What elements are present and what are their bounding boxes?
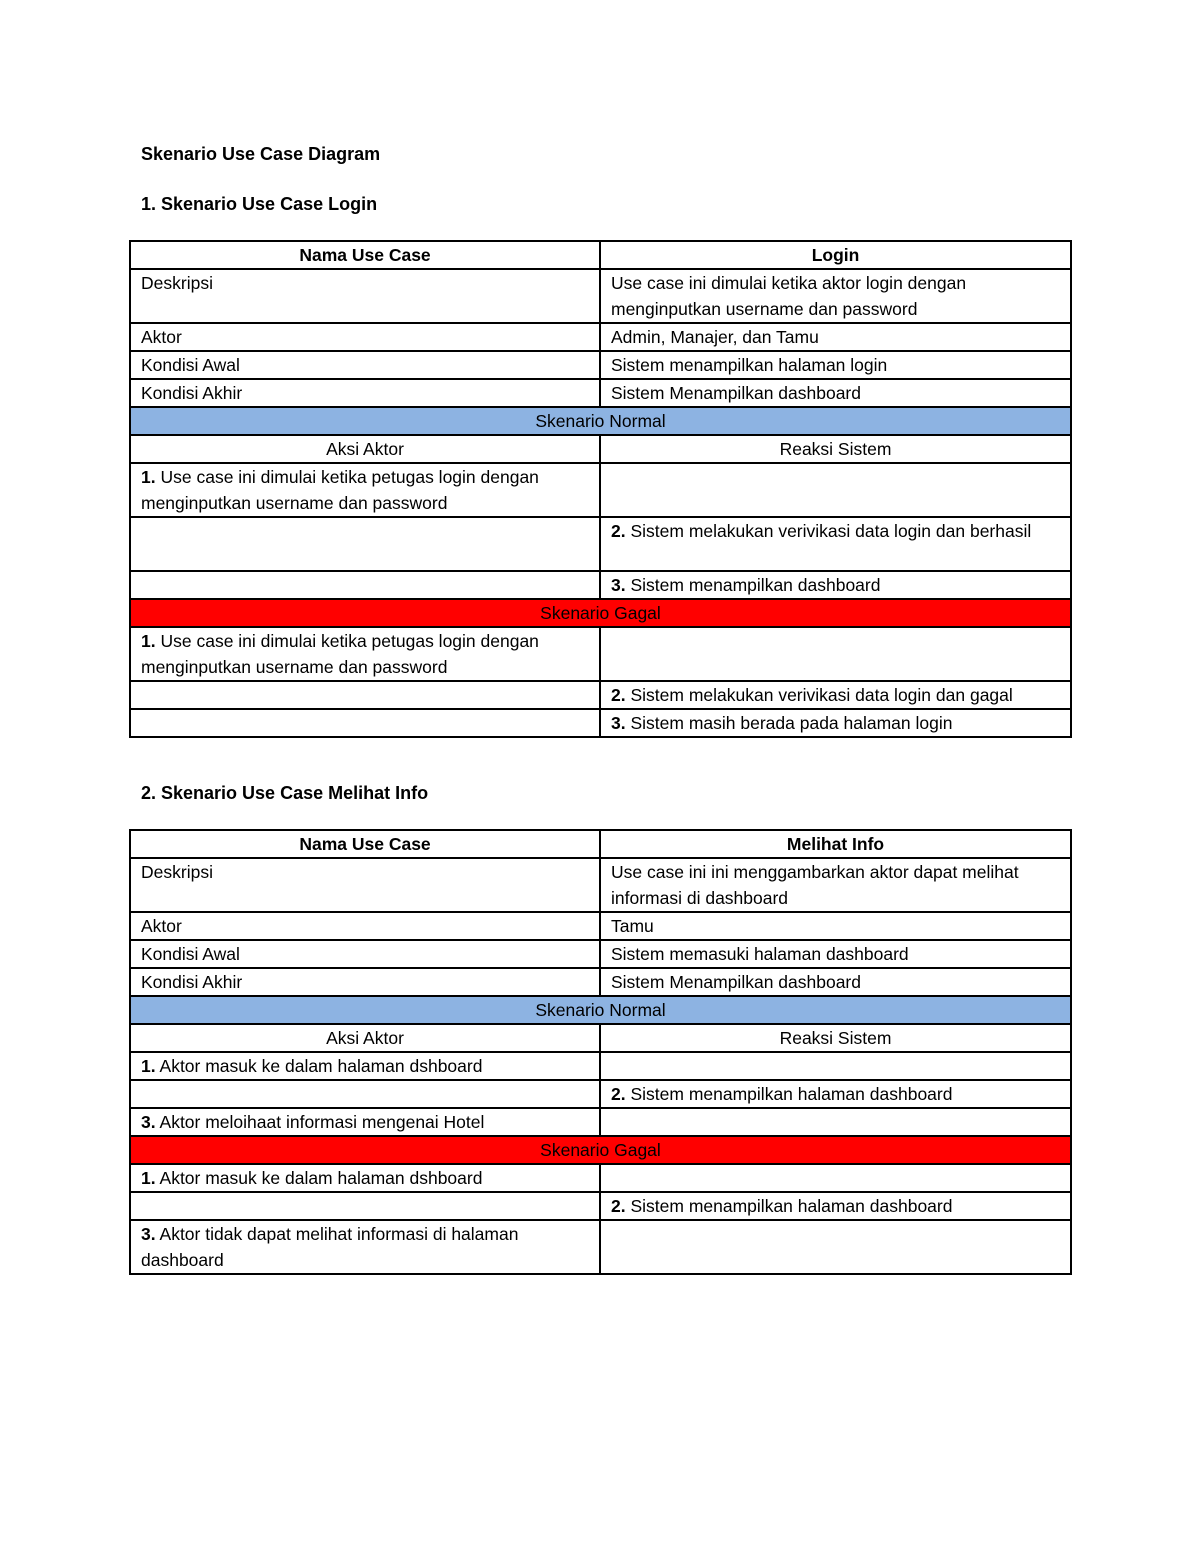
info-label: Kondisi Awal: [130, 940, 600, 968]
step-text: Use case ini dimulai ketika petugas login dengan menginputkan username dan password: [141, 467, 539, 513]
step-row: [130, 1108, 1071, 1136]
step-text: Aktor meloihaat informasi mengenai Hotel: [159, 1112, 485, 1132]
info-label: Aktor: [130, 323, 600, 351]
band-label: Skenario Normal: [130, 996, 1071, 1024]
actor-step-cell: [130, 517, 600, 571]
info-row-kondisi-awal: [130, 940, 1071, 968]
actor-step-cell: [130, 463, 600, 517]
actor-step-cell: [130, 1080, 600, 1108]
system-step-cell: [600, 627, 1071, 681]
system-step-cell: [600, 681, 1071, 709]
actor-step-cell: [130, 571, 600, 599]
header-value-cell: Login: [600, 241, 1071, 269]
step-number: 3.: [141, 1224, 156, 1244]
band-skenario-gagal: [130, 599, 1071, 627]
step-row: [130, 1052, 1071, 1080]
band-label: Skenario Gagal: [130, 599, 1071, 627]
step-text: Sistem menampilkan dashboard: [630, 575, 881, 595]
system-step-cell: [600, 1080, 1071, 1108]
system-step-cell: [600, 1164, 1071, 1192]
info-row-kondisi-awal: [130, 351, 1071, 379]
info-row-deskripsi: [130, 269, 1071, 323]
system-step-cell: [600, 1192, 1071, 1220]
info-label: Aktor: [130, 912, 600, 940]
step-number: 1.: [141, 631, 156, 651]
step-number: 3.: [611, 713, 626, 733]
info-value: Tamu: [600, 912, 1071, 940]
step-text: Sistem masih berada pada halaman login: [630, 713, 953, 733]
band-skenario-normal: [130, 407, 1071, 435]
step-text: Sistem menampilkan halaman dashboard: [630, 1196, 953, 1216]
step-row: [130, 517, 1071, 571]
header-label-cell: Nama Use Case: [130, 830, 600, 858]
step-row: [130, 709, 1071, 737]
actor-step-cell: [130, 1220, 600, 1274]
actor-step-cell: [130, 1164, 600, 1192]
system-step-cell: [600, 1052, 1071, 1080]
info-value: Sistem memasuki halaman dashboard: [600, 940, 1071, 968]
system-step-cell: [600, 709, 1071, 737]
actor-step-cell: [130, 627, 600, 681]
band-skenario-normal: [130, 996, 1071, 1024]
system-step-cell: [600, 463, 1071, 517]
band-skenario-gagal: [130, 1136, 1071, 1164]
step-text: Sistem melakukan verivikasi data login dan berhasil: [630, 521, 1032, 541]
step-text: Sistem melakukan verivikasi data login dan gagal: [630, 685, 1013, 705]
actor-step-cell: [130, 1192, 600, 1220]
document-title: Skenario Use Case Diagram: [141, 144, 381, 164]
info-value: Admin, Manajer, dan Tamu: [600, 323, 1071, 351]
info-label: Kondisi Akhir: [130, 379, 600, 407]
info-row-aktor: [130, 912, 1071, 940]
col-system-header: Reaksi Sistem: [600, 435, 1071, 463]
band-label: Skenario Gagal: [130, 1136, 1071, 1164]
step-row: [130, 681, 1071, 709]
step-row: [130, 1192, 1071, 1220]
step-text: Sistem menampilkan halaman dashboard: [630, 1084, 953, 1104]
info-row-deskripsi: [130, 858, 1071, 912]
column-header-row: [130, 1024, 1071, 1052]
band-label: Skenario Normal: [130, 407, 1071, 435]
actor-step-cell: [130, 681, 600, 709]
info-row-kondisi-akhir: [130, 379, 1071, 407]
info-label: Kondisi Akhir: [130, 968, 600, 996]
info-row-kondisi-akhir: [130, 968, 1071, 996]
info-value: Use case ini ini menggambarkan aktor dapat melihat informasi di dashboard: [600, 858, 1071, 912]
system-step-cell: [600, 1108, 1071, 1136]
actor-step-cell: [130, 1052, 600, 1080]
column-header-row: [130, 435, 1071, 463]
step-number: 3.: [141, 1112, 156, 1132]
step-number: 2.: [611, 685, 626, 705]
info-label: Kondisi Awal: [130, 351, 600, 379]
info-label: Deskripsi: [130, 858, 600, 912]
info-value: Sistem Menampilkan dashboard: [600, 379, 1071, 407]
actor-step-cell: [130, 1108, 600, 1136]
step-text: Use case ini dimulai ketika petugas login dengan menginputkan username dan password: [141, 631, 539, 677]
system-step-cell: [600, 517, 1071, 571]
section-heading-melihat-info: 2. Skenario Use Case Melihat Info: [141, 783, 429, 803]
info-label: Deskripsi: [130, 269, 600, 323]
table-header-row: [130, 830, 1071, 858]
step-number: 2.: [611, 1196, 626, 1216]
step-number: 1.: [141, 1168, 156, 1188]
step-number: 2.: [611, 521, 626, 541]
col-actor-header: Aksi Aktor: [130, 1024, 600, 1052]
step-number: 1.: [141, 1056, 156, 1076]
info-value: Use case ini dimulai ketika aktor login dengan menginputkan username dan password: [600, 269, 1071, 323]
step-row: [130, 627, 1071, 681]
step-row: [130, 1080, 1071, 1108]
step-text: Aktor tidak dapat melihat informasi di halaman dashboard: [141, 1224, 519, 1270]
actor-step-cell: [130, 709, 600, 737]
system-step-cell: [600, 1220, 1071, 1274]
system-step-cell: [600, 571, 1071, 599]
col-actor-header: Aksi Aktor: [130, 435, 600, 463]
step-number: 3.: [611, 575, 626, 595]
info-value: Sistem menampilkan halaman login: [600, 351, 1071, 379]
use-case-table-melihat-info: [129, 829, 1072, 1275]
step-row: [130, 1164, 1071, 1192]
step-row: [130, 463, 1071, 517]
section-heading-login: 1. Skenario Use Case Login: [141, 194, 378, 214]
table-header-row: [130, 241, 1071, 269]
step-row: [130, 571, 1071, 599]
step-text: Aktor masuk ke dalam halaman dshboard: [159, 1056, 483, 1076]
info-value: Sistem Menampilkan dashboard: [600, 968, 1071, 996]
header-value-cell: Melihat Info: [600, 830, 1071, 858]
step-text: Aktor masuk ke dalam halaman dshboard: [159, 1168, 483, 1188]
step-row: [130, 1220, 1071, 1274]
use-case-table-login: [129, 240, 1072, 738]
step-number: 2.: [611, 1084, 626, 1104]
header-label-cell: Nama Use Case: [130, 241, 600, 269]
col-system-header: Reaksi Sistem: [600, 1024, 1071, 1052]
info-row-aktor: [130, 323, 1071, 351]
step-number: 1.: [141, 467, 156, 487]
